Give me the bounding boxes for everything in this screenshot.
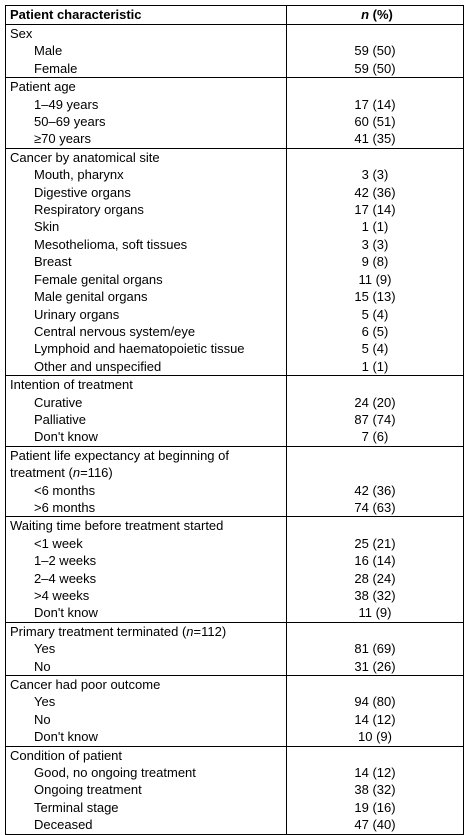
row-label: 1–2 weeks: [6, 552, 287, 569]
group-title-row: [6, 376, 464, 394]
group-title: [6, 25, 287, 43]
table-row: [6, 130, 464, 148]
table-row: [6, 236, 464, 253]
table-row: [6, 764, 464, 781]
row-label: Skin: [6, 218, 287, 235]
row-label: Female: [6, 60, 287, 78]
row-value: 38 (32): [287, 587, 464, 604]
table-row: [6, 640, 464, 657]
table-row: [6, 323, 464, 340]
table-row: [6, 781, 464, 798]
row-label: Curative: [6, 394, 287, 411]
group-title-text: treatment (: [10, 465, 73, 481]
group-title-row: [6, 148, 464, 166]
table-row: [6, 271, 464, 288]
table-body: [6, 25, 464, 835]
group-title-n: n: [72, 465, 81, 481]
group-title-text: Intention of treatment: [10, 377, 133, 393]
group-title-text: =116): [80, 465, 113, 481]
group-title-row: [6, 464, 464, 481]
group-title-text: Waiting time before treatment started: [10, 518, 224, 534]
table-row: [6, 535, 464, 552]
group-title-text: Cancer by anatomical site: [10, 149, 160, 165]
row-label: Breast: [6, 253, 287, 270]
row-value: 17 (14): [287, 201, 464, 218]
table-row: [6, 340, 464, 357]
group-title-row: [6, 78, 464, 96]
row-label: Palliative: [6, 411, 287, 428]
group-title: [6, 622, 287, 640]
row-value: 1 (1): [287, 358, 464, 376]
row-label: Don't know: [6, 604, 287, 622]
group-title-value-cell: [287, 148, 464, 166]
row-label: Don't know: [6, 728, 287, 746]
row-label: Urinary organs: [6, 306, 287, 323]
row-label: Respiratory organs: [6, 201, 287, 218]
group-title-text: Primary treatment terminated (: [10, 623, 187, 639]
group-title-value-cell: [287, 25, 464, 43]
row-label: <1 week: [6, 535, 287, 552]
table-row: [6, 604, 464, 622]
table-row: [6, 201, 464, 218]
group-title: [6, 376, 287, 394]
row-label: Terminal stage: [6, 799, 287, 816]
row-value: 9 (8): [287, 253, 464, 270]
row-label: <6 months: [6, 482, 287, 499]
table-row: [6, 394, 464, 411]
row-value: 7 (6): [287, 428, 464, 446]
row-value: 14 (12): [287, 764, 464, 781]
row-label: Male: [6, 42, 287, 59]
row-value: 1 (1): [287, 218, 464, 235]
header-n-percent: [287, 6, 464, 25]
row-value: 47 (40): [287, 816, 464, 834]
group-title-value-cell: [287, 376, 464, 394]
row-value: 42 (36): [287, 482, 464, 499]
row-value: 31 (26): [287, 658, 464, 676]
row-label: 2–4 weeks: [6, 570, 287, 587]
row-label: 50–69 years: [6, 113, 287, 130]
row-value: 59 (50): [287, 60, 464, 78]
patient-characteristics-table: [5, 5, 464, 835]
row-value: 11 (9): [287, 604, 464, 622]
group-title: [6, 464, 287, 481]
table-row: [6, 96, 464, 113]
row-value: 15 (13): [287, 288, 464, 305]
group-title-row: [6, 25, 464, 43]
row-value: 25 (21): [287, 535, 464, 552]
group-title: [6, 78, 287, 96]
group-title: [6, 517, 287, 535]
table-row: [6, 428, 464, 446]
table-row: [6, 587, 464, 604]
group-title-text: Sex: [10, 26, 33, 41]
row-label: Mesothelioma, soft tissues: [6, 236, 287, 253]
table-row: [6, 42, 464, 59]
table-row: [6, 358, 464, 376]
row-label: 1–49 years: [6, 96, 287, 113]
row-label: Central nervous system/eye: [6, 323, 287, 340]
row-label: ≥70 years: [6, 130, 287, 148]
table-row: [6, 60, 464, 78]
row-label: Deceased: [6, 816, 287, 834]
table-row: [6, 184, 464, 201]
table-row: [6, 570, 464, 587]
row-label: >6 months: [6, 499, 287, 517]
group-title-value-cell: [287, 746, 464, 764]
header-characteristic: Patient characteristic: [6, 6, 287, 25]
table-row: [6, 658, 464, 676]
row-value: 6 (5): [287, 323, 464, 340]
row-label: Don't know: [6, 428, 287, 446]
group-title-text: Patient age: [10, 79, 76, 95]
group-title-row: [6, 446, 464, 464]
group-title-text: Patient life expectancy at beginning of: [10, 447, 229, 463]
row-value: 10 (9): [287, 728, 464, 746]
table-row: [6, 411, 464, 428]
row-label: Digestive organs: [6, 184, 287, 201]
header-percent: (%): [369, 7, 393, 22]
row-value: 81 (69): [287, 640, 464, 657]
group-title-value-cell: [287, 517, 464, 535]
table-header-row: [6, 6, 464, 25]
group-title-text: =112): [193, 623, 227, 639]
table-row: [6, 288, 464, 305]
table-row: [6, 799, 464, 816]
group-title-value-cell: [287, 446, 464, 464]
table-row: [6, 552, 464, 569]
row-value: 74 (63): [287, 499, 464, 517]
row-value: 19 (16): [287, 799, 464, 816]
group-title-value-cell: [287, 676, 464, 694]
table-row: [6, 253, 464, 270]
row-value: 11 (9): [287, 271, 464, 288]
table-row: [6, 693, 464, 710]
table-row: [6, 166, 464, 183]
row-value: 60 (51): [287, 113, 464, 130]
row-label: Yes: [6, 640, 287, 657]
row-value: 5 (4): [287, 306, 464, 323]
row-label: >4 weeks: [6, 587, 287, 604]
row-value: 41 (35): [287, 130, 464, 148]
table-row: [6, 711, 464, 728]
row-value: 28 (24): [287, 570, 464, 587]
table-row: [6, 499, 464, 517]
row-label: Ongoing treatment: [6, 781, 287, 798]
group-title: [6, 148, 287, 166]
row-label: No: [6, 711, 287, 728]
group-title: [6, 446, 287, 464]
row-value: 14 (12): [287, 711, 464, 728]
row-value: 5 (4): [287, 340, 464, 357]
table-row: [6, 482, 464, 499]
group-title-row: [6, 676, 464, 694]
row-label: Mouth, pharynx: [6, 166, 287, 183]
group-title-row: [6, 746, 464, 764]
row-label: Good, no ongoing treatment: [6, 764, 287, 781]
group-title-value-cell: [287, 78, 464, 96]
table-row: [6, 113, 464, 130]
group-title-value-cell: [287, 622, 464, 640]
row-label: Male genital organs: [6, 288, 287, 305]
row-value: 38 (32): [287, 781, 464, 798]
row-label: Lymphoid and haematopoietic tissue: [6, 340, 287, 357]
header-n: n: [361, 7, 370, 22]
group-title-row: [6, 622, 464, 640]
row-label: No: [6, 658, 287, 676]
table-row: [6, 728, 464, 746]
row-value: 42 (36): [287, 184, 464, 201]
row-label: Female genital organs: [6, 271, 287, 288]
table-row: [6, 218, 464, 235]
row-label: Other and unspecified: [6, 358, 287, 376]
row-value: 17 (14): [287, 96, 464, 113]
row-label: Yes: [6, 693, 287, 710]
group-title-row: [6, 517, 464, 535]
group-title-value-cell: [287, 464, 464, 481]
group-title: [6, 676, 287, 694]
row-value: 3 (3): [287, 166, 464, 183]
row-value: 24 (20): [287, 394, 464, 411]
table-row: [6, 816, 464, 834]
row-value: 16 (14): [287, 552, 464, 569]
group-title-text: Condition of patient: [10, 747, 123, 763]
row-value: 3 (3): [287, 236, 464, 253]
row-value: 94 (80): [287, 693, 464, 710]
group-title: [6, 746, 287, 764]
group-title-text: Cancer had poor outcome: [10, 677, 161, 693]
row-value: 59 (50): [287, 42, 464, 59]
row-value: 87 (74): [287, 411, 464, 428]
table-row: [6, 306, 464, 323]
group-title-n: n: [186, 623, 194, 639]
